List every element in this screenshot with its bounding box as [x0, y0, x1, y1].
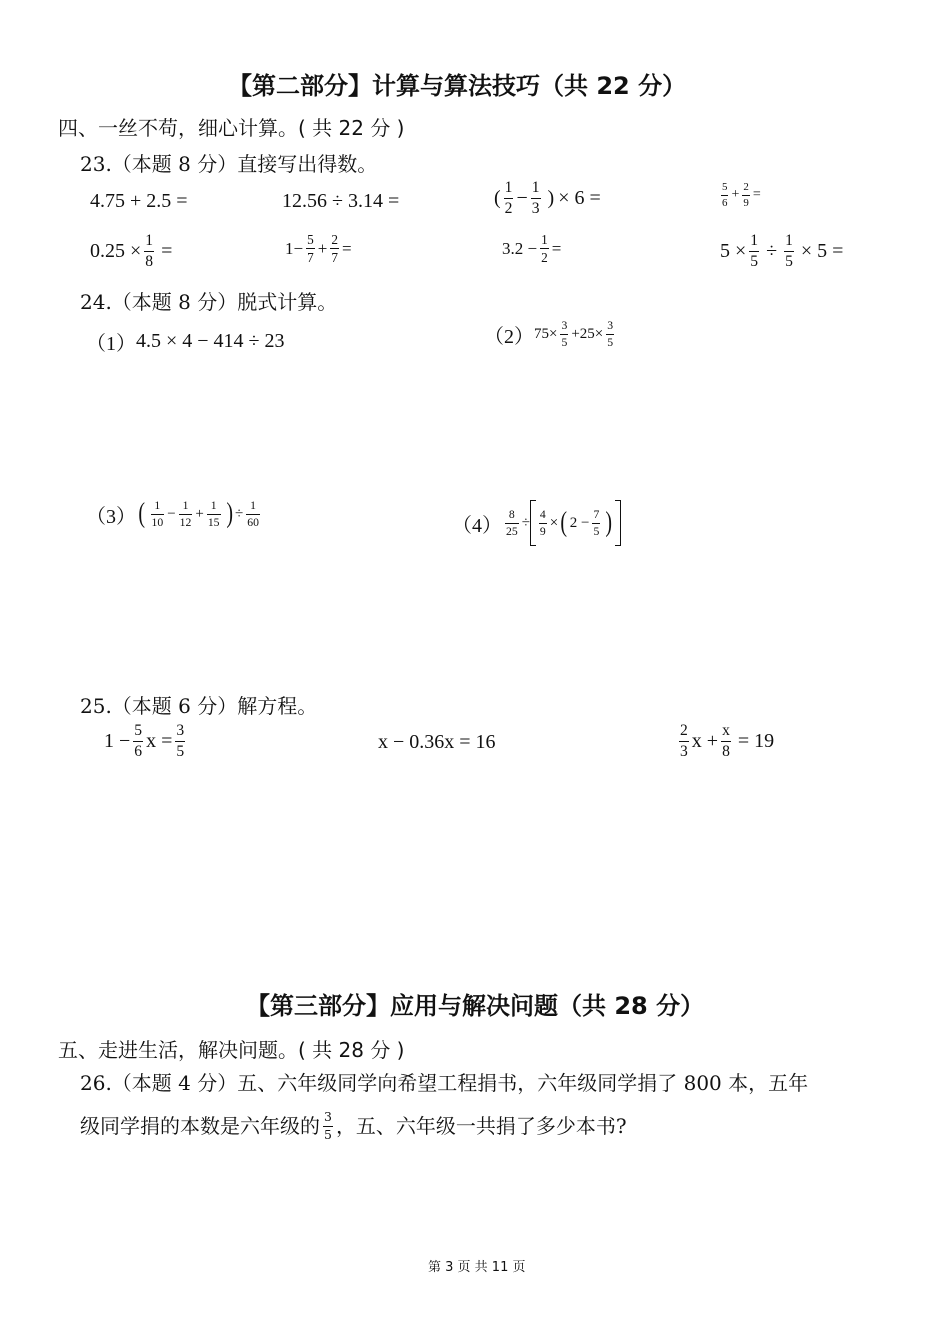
q24-part-1: （1） 4.5 × 4 − 414 ÷ 23: [86, 330, 285, 355]
fraction: $\frac{3}{5}$: [607, 319, 614, 349]
q23-expr-6: 1− $\frac{5}{7}$ + $\frac{2}{7}$ =: [285, 232, 352, 266]
fraction: $\frac{1}{12}$: [179, 499, 192, 529]
fraction: $\frac{1}{2}$: [504, 179, 513, 217]
q25-equation-1: 1 − $\frac{5}{6}$ x = $\frac{3}{5}$: [104, 722, 185, 760]
fraction: $\frac{1}{5}$: [785, 232, 793, 270]
fraction: $\frac{5}{6}$: [722, 181, 728, 209]
q24-part-3: （3） ( $\frac{1}{10}$ − $\frac{1}{12}$ + $\frac{1}{15}$ ) ÷ $\frac{1}{60}$: [86, 498, 259, 530]
q23-expr-7: 3.2 − $\frac{1}{2}$ =: [502, 232, 562, 266]
page-number: 第 3 页 共 11 页: [428, 1260, 526, 1275]
q24-title: 24.（本题 8 分）脱式计算。: [80, 290, 338, 314]
part2-title: 【第二部分】计算与算法技巧（共 22 分）: [228, 72, 687, 100]
fraction: $\frac{1}{3}$: [531, 179, 540, 217]
fraction: $\frac{3}{5}$: [561, 319, 568, 349]
q24-part-4: （4） $\frac{8}{25}$ ÷ $\frac{4}{9}$ × ( 2 − $\frac{7}{5}$ ): [452, 500, 621, 546]
q26-line-2: 级同学捐的本数是六年级的 $\frac{3}{5}$ ，五、六年级一共捐了多少本书?: [80, 1109, 627, 1142]
q23-expr-3: ( $\frac{1}{2}$ − $\frac{1}{3}$ ) × 6 =: [494, 179, 601, 217]
fraction: $\frac{5}{6}$: [134, 722, 143, 760]
fraction: $\frac{1}{10}$: [151, 499, 164, 529]
q23-expr-5: 0.25 × $\frac{1}{8}$ =: [90, 232, 173, 270]
fraction: $\frac{1}{60}$: [247, 499, 259, 529]
q23-expr-8: 5 × $\frac{1}{5}$ ÷ $\frac{1}{5}$ × 5 =: [720, 232, 844, 270]
fraction: $\frac{2}{7}$: [331, 232, 338, 266]
fraction: $\frac{7}{5}$: [593, 507, 600, 538]
fraction: $\frac{3}{5}$: [176, 722, 185, 760]
fraction: $\frac{1}{8}$: [145, 232, 154, 270]
q25-equation-3: $\frac{2}{3}$ x + $\frac{x}{8}$ = 19: [680, 722, 775, 760]
left-bracket: [530, 500, 536, 546]
q23-expr-4: $\frac{5}{6}$ + $\frac{2}{9}$ =: [722, 181, 761, 209]
q25-title: 25.（本题 6 分）解方程。: [80, 694, 318, 718]
q26-line-1: 26.（本题 4 分）五、六年级同学向希望工程捐书，六年级同学捐了 800 本，五年: [80, 1071, 809, 1095]
right-bracket: [615, 500, 621, 546]
fraction: $\frac{8}{25}$: [506, 507, 518, 538]
section4-heading: 四、一丝不苟，细心计算。( 共 22 分 ): [58, 116, 405, 140]
part3-title: 【第三部分】应用与解决问题（共 28 分）: [246, 992, 705, 1020]
q23-title: 23.（本题 8 分）直接写出得数。: [80, 152, 378, 176]
fraction: $\frac{1}{5}$: [750, 232, 759, 270]
q25-equation-2: x − 0.36x = 16: [378, 731, 496, 753]
fraction: $\frac{5}{7}$: [307, 232, 314, 266]
fraction: $\frac{3}{5}$: [324, 1109, 332, 1142]
fraction: $\frac{2}{9}$: [743, 181, 749, 209]
fraction: $\frac{x}{8}$: [722, 722, 730, 760]
fraction: $\frac{1}{15}$: [207, 499, 220, 529]
fraction: $\frac{4}{9}$: [539, 507, 546, 538]
fraction: $\frac{2}{3}$: [680, 722, 688, 760]
q23-expr-1: 4.75 + 2.5 =: [90, 190, 188, 212]
section5-heading: 五、走进生活，解决问题。( 共 28 分 ): [58, 1038, 405, 1062]
q23-expr-2: 12.56 ÷ 3.14 =: [282, 190, 400, 212]
fraction: $\frac{1}{2}$: [541, 232, 548, 266]
q24-part-2: （2） 75× $\frac{3}{5}$ +25× $\frac{3}{5}$: [484, 319, 614, 349]
